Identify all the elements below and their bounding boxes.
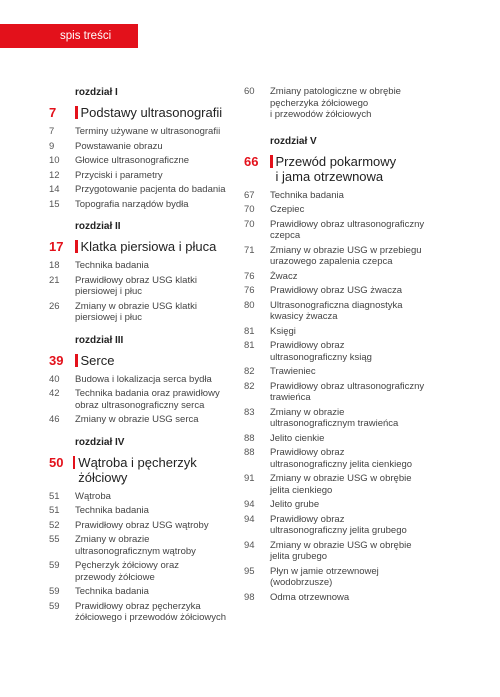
toc-entry	[244, 433, 454, 445]
toc-entry-page: 60	[244, 86, 255, 97]
toc-entry-title: Prawidłowy obraz ultrasonograficzny jelita grubego	[270, 513, 407, 536]
toc-entry	[244, 271, 454, 283]
toc-entry	[49, 520, 235, 532]
toc-entry	[49, 586, 235, 598]
toc-entry	[49, 388, 235, 411]
toc-entry	[244, 300, 454, 323]
toc-entry-title: Odma otrzewnowa	[270, 591, 350, 603]
chapter-title: Klatka piersiowa i płuca	[80, 239, 217, 254]
toc-entry-page: 10	[49, 155, 60, 166]
toc-entry-page: 12	[49, 169, 60, 181]
toc-entry-title: Prawidłowy obraz USG klatki piersiowej i płuc	[75, 274, 197, 297]
toc-entry	[244, 473, 454, 496]
toc-entry-title: Zmiany w obrazie USG w obrębie jelita cienkiego	[270, 473, 412, 496]
chapter-number-label: rozdział III	[75, 334, 124, 346]
toc-entry	[244, 407, 454, 430]
chapter-accent-bar	[270, 155, 273, 168]
toc-entry-title: Prawidłowy obraz ultrasonograficzny jelita cienkiego	[270, 447, 413, 470]
chapter-title: Wątroba i pęcherzyk żółciowy	[78, 454, 197, 485]
toc-entry-title: Trawieniec	[270, 366, 316, 377]
toc-entry	[244, 540, 454, 563]
toc-entry	[244, 190, 454, 202]
toc-entry-page: 42	[49, 388, 60, 399]
toc-entry-title: Topografia narządów bydła	[75, 198, 189, 210]
toc-continued-entries	[244, 86, 454, 121]
chapter-number-label: rozdział I	[75, 87, 118, 98]
toc-entry-page: 14	[49, 184, 60, 195]
toc-entry-title: Technika badania	[75, 260, 149, 271]
toc-entry-title: Terminy używane w ultrasonografii	[75, 126, 221, 137]
toc-entry	[49, 199, 235, 211]
toc-entry	[244, 219, 454, 242]
toc-entry-page: 76	[244, 270, 255, 282]
toc-entry	[49, 170, 235, 182]
toc-entry-title: Zmiany w obrazie ultrasonograficznym wątroby	[75, 534, 196, 557]
toc-chapter	[49, 334, 235, 426]
toc-entry-title: Żwacz	[270, 270, 298, 282]
toc-entry	[244, 366, 454, 378]
toc-entry-page: 95	[244, 565, 255, 577]
toc-entry-title: Pęcherzyk żółciowy oraz przewody żółciowe	[75, 560, 180, 583]
toc-chapter	[49, 220, 235, 324]
chapter-page-number: 50	[49, 454, 64, 470]
toc-entry-page: 40	[49, 373, 60, 385]
toc-entry-page: 59	[49, 586, 60, 597]
toc-entry-page: 51	[49, 505, 60, 516]
toc-entry-title: Prawidłowy obraz ultrasonograficzny czepca	[270, 218, 425, 241]
toc-entry-title: Prawidłowy obraz ultrasonograficzny trawieńca	[270, 380, 425, 403]
toc-entry	[49, 260, 235, 272]
toc-entry-title: Zmiany w obrazie USG serca	[75, 414, 199, 425]
toc-entry-page: 70	[244, 218, 255, 230]
chapter-title: Podstawy ultrasonografii	[80, 105, 223, 120]
toc-entry-page: 21	[49, 274, 60, 286]
toc-entry-title: Zmiany w obrazie USG klatki piersiowej i płuc	[75, 300, 197, 323]
toc-entry-page: 91	[244, 473, 255, 484]
toc-entry	[49, 560, 235, 583]
toc-entry	[49, 414, 235, 426]
toc-entry-page: 70	[244, 204, 255, 215]
toc-entry	[49, 184, 235, 196]
toc-entry-page: 71	[244, 244, 255, 256]
chapter-page-number: 66	[244, 153, 259, 169]
toc-chapter	[49, 436, 235, 624]
toc-entry-page: 82	[244, 380, 255, 392]
toc-entry-title: Prawidłowy obraz USG żwacza	[270, 285, 402, 296]
toc-entry-page: 55	[49, 534, 60, 545]
toc-entry-page: 88	[244, 447, 255, 458]
toc-entry-title: Ultrasonograficzna diagnostyka kwasicy żwacza	[270, 299, 403, 322]
toc-entry	[49, 275, 235, 298]
toc-entry-page: 67	[244, 189, 255, 201]
toc-entry-page: 15	[49, 198, 60, 210]
section-header-label: spis treści	[60, 30, 112, 42]
toc-entry-title: Zmiany patologiczne w obrębie pęcherzyka żółciowego i przewodów żółciowych	[270, 86, 401, 120]
toc-left-column	[49, 86, 235, 634]
toc-entry-page: 26	[49, 300, 60, 312]
chapter-title: Przewód pokarmowy i jama otrzewnowa	[275, 153, 397, 184]
toc-entry-page: 94	[244, 513, 255, 525]
toc-entry-page: 46	[49, 414, 60, 425]
toc-entry	[244, 204, 454, 216]
toc-entry-page: 81	[244, 325, 255, 337]
toc-entry-page: 80	[244, 299, 255, 311]
toc-entry-title: Przyciski i parametry	[75, 169, 163, 181]
toc-entry-title: Technika badania	[75, 505, 149, 516]
toc-entry-page: 94	[244, 539, 255, 551]
toc-entry	[49, 301, 235, 324]
chapter-page-number: 7	[49, 105, 57, 120]
toc-entry-page: 59	[49, 560, 60, 571]
toc-entry	[244, 326, 454, 338]
toc-entry-title: Płyn w jamie otrzewnowej (wodobrzusze)	[270, 565, 379, 588]
toc-entry-page: 81	[244, 340, 255, 351]
toc-entry	[244, 340, 454, 363]
toc-entry-page: 98	[244, 591, 255, 603]
toc-chapter	[244, 135, 454, 604]
chapter-accent-bar	[73, 456, 76, 469]
toc-entry-title: Technika badania oraz prawidłowy obraz ultrasonograficzny serca	[75, 388, 220, 411]
toc-entry-title: Zmiany w obrazie USG w obrębie jelita grubego	[270, 539, 412, 562]
toc-entry	[49, 534, 235, 557]
toc-entry	[49, 155, 235, 167]
chapter-heading	[49, 105, 235, 120]
toc-entry-page: 59	[49, 600, 60, 612]
toc-entry	[244, 285, 454, 297]
toc-entry	[49, 126, 235, 138]
toc-entry	[49, 374, 235, 386]
toc-entry-title: Prawidłowy obraz pęcherzyka żółciowego i przewodów żółciowych	[75, 600, 227, 623]
chapter-heading	[244, 154, 454, 184]
toc-entry-title: Jelito cienkie	[270, 432, 325, 444]
toc-entry-title: Technika badania	[270, 189, 344, 201]
chapter-heading	[49, 239, 235, 254]
chapter-heading	[49, 455, 235, 485]
toc-entry	[244, 86, 454, 121]
toc-entry-page: 7	[49, 126, 55, 137]
toc-entry	[49, 141, 235, 153]
toc-entry-title: Wątroba	[75, 490, 111, 502]
toc-entry	[49, 505, 235, 517]
toc-entry	[244, 381, 454, 404]
chapter-heading	[49, 353, 235, 368]
toc-entry-title: Zmiany w obrazie USG w przebiegu urazowego zapalenia czepca	[270, 244, 422, 267]
toc-entry-title: Księgi	[270, 325, 296, 337]
toc-entry-page: 18	[49, 260, 60, 271]
chapter-number-label: rozdział II	[75, 221, 121, 232]
toc-entry-title: Jelito grube	[270, 499, 320, 510]
chapter-number-label: rozdział IV	[75, 436, 125, 448]
toc-entry-title: Powstawanie obrazu	[75, 140, 163, 152]
toc-entry-page: 52	[49, 519, 60, 531]
toc-chapter	[49, 86, 235, 210]
toc-entry-title: Technika badania	[75, 586, 149, 597]
toc-entry	[244, 447, 454, 470]
toc-entry	[244, 514, 454, 537]
chapter-number-label: rozdział V	[270, 135, 317, 147]
toc-entry-page: 94	[244, 499, 255, 510]
chapter-accent-bar	[75, 354, 78, 367]
toc-entry-page: 51	[49, 490, 60, 502]
toc-entry-title: Głowice ultrasonograficzne	[75, 155, 190, 166]
toc-entry	[244, 592, 454, 604]
chapter-title: Serce	[80, 352, 115, 368]
toc-entry	[49, 601, 235, 624]
toc-entry-page: 9	[49, 140, 55, 152]
toc-entry-title: Prawidłowy obraz ultrasonograficzny ksiąg	[270, 340, 372, 363]
toc-entry-page: 83	[244, 406, 255, 418]
toc-entry-title: Prawidłowy obraz USG wątroby	[75, 519, 209, 531]
toc-entry-title: Zmiany w obrazie ultrasonograficznym trawieńca	[270, 406, 399, 429]
toc-entry-page: 76	[244, 285, 255, 296]
toc-entry	[244, 566, 454, 589]
chapter-page-number: 39	[49, 352, 64, 368]
toc-entry-title: Budowa i lokalizacja serca bydła	[75, 373, 212, 385]
toc-right-column	[244, 86, 454, 613]
toc-entry	[49, 491, 235, 503]
toc-entry-page: 88	[244, 432, 255, 444]
toc-entry	[244, 245, 454, 268]
chapter-page-number: 17	[49, 239, 64, 254]
chapter-accent-bar	[75, 106, 78, 119]
chapter-accent-bar	[75, 240, 78, 253]
toc-entry-title: Przygotowanie pacjenta do badania	[75, 184, 226, 195]
toc-entry-page: 82	[244, 366, 255, 377]
toc-entry-title: Czepiec	[270, 204, 305, 215]
toc-entry	[244, 499, 454, 511]
section-header-tab	[0, 24, 138, 48]
